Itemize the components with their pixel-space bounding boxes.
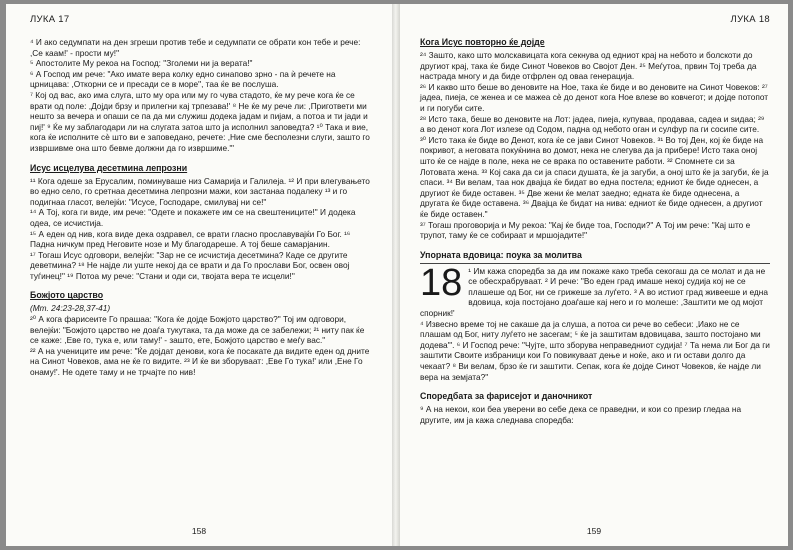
chapter-block <box>420 266 770 319</box>
section-heading-kingdom: Божјото царство <box>30 290 104 301</box>
chapter-number: 18 <box>420 265 463 304</box>
verse-paragraph: ²⁰ А кога фарисеите Го прашаа: "Кога ќе дојде Божјото царство?" Тој им одговори, велејќи: "Божјото царство не доаѓа тукутака, та да може да се забележи; ²¹ ниту пак ќе се каже: ,Еве го, тука е, или таму!' - зашто, ете, Божјото царство е меѓу вас." <box>30 314 365 346</box>
verse-paragraph: ⁶ А Господ им рече: "Ако имате вера колку едно синапово зрно - па ѝ речете на црницава: ,Откорни се и пресади се в море", таа ќе ве послуша. <box>30 68 336 90</box>
verse-paragraph: ⁵ Апостолите Му рекоа на Господ: "Зголеми ни ја верата!" <box>30 58 253 69</box>
right-page <box>400 4 788 546</box>
verse-paragraph: ³⁰ Исто така ќе биде во Денот, кога ќе се јави Синот Човеков. ³¹ Во тој Ден, кој ќе биде на покривот, а неговата покуќнина во домот, нека не слегува да ја прибере! Исто така оној што ќе се најде в поле, нека не се врака по оставените работи. ³² Спомнете си за Лотовата жена. ³³ Кој сака да си ја спаси душата, ќе ја загуби, а оној што ќе ја загуби, ќе ја спаси. ³⁴ Ви велам, таа нок двајца ќе бидат во една постела; едниот ќе биде однесен, а другиот ќе биде оставен. ³⁵ Две жени ќе мелат заедно; едната ќе биде однесена, а другата ќе биде оставена. ³⁶ Двајца ќе бидат на нива: едниот ќе биде однесен, а другиот ќе биде оставен." <box>420 134 769 219</box>
verse-paragraph: ¹⁷ Тогаш Исус одговори, велејќи: "Зар не се исчистија десетмина? Каде се другите деветмина? ¹⁸ Не најде ли уште некој да се врати и да Го прослави Бог, освен овој туѓинец!" ¹⁹ Потоа му рече: "Стани и оди си, твојата вера те исцели!" <box>30 249 350 281</box>
left-page <box>6 4 392 546</box>
page-number-right: 159 <box>586 526 602 536</box>
heading-rule <box>420 263 770 264</box>
verse-paragraph: ²⁶ И какво што беше во деновите на Ное, така ќе биде и во деновите на Синот Човеков: ²⁷ јадеа, пиеја, се женеа и се мажеа сѐ до денот кога Ное влезе во ковчегот; и дојде потопот и ги погуби сите. <box>420 81 769 113</box>
running-head-right: ЛУКА 18 <box>730 14 770 25</box>
verse-paragraph: ²⁸ Исто така, беше во деновите на Лот: јадеа, пиеја, купуваа, продаваа, садеа и ѕидаа; ²⁹ а во денот кога Лот излезе од Содом, падна од небото оган и сулфур па ги сосипе сите. <box>420 113 765 135</box>
running-head-left: ЛУКА 17 <box>30 14 70 25</box>
cross-reference: (Мт. 24:23-28,37-41) <box>30 303 111 314</box>
verse-paragraph: ²² А на учениците им рече: "Ќе дојдат денови, кога ќе посакате да видите еден од дните на Синот Човеков, ама не ќе го видите. ²³ И ќе ви зборуваат: ,Еве Го тука!' или ,Ене Го онаму!'. Не одете таму и не трчајте по нив! <box>30 345 370 378</box>
verse-paragraph: ⁷ Кој од вас, ако има слуга, што му ора или му го чува стадото, ќе му рече кога ќе се врати од поле: ,Дојди брзу и прилегни кај трпезава!' ⁸ Не ќе му рече ли: ,Пригответи ми нешто за вечера и опаши се па да ми служиш додека јадам и пијам, а потоа и ти јади и пиј!' ⁹ Ќе му заблагодари ли на слугата затоа што ја исполнил заповедта? ¹⁰ Така и вие, кога ќе исполните сѐ што ви е заповедано, речете: ,Ние сме бесполезни слуги, зашто го извршивме она што бевме должни да го извршиме.'" <box>30 89 370 153</box>
page-number-left: 158 <box>191 526 207 536</box>
verse-paragraph: ⁴ И ако седумпати на ден згреши против тебе и седумпати се обрати кон тебе и рече: ,Се каам!' - прости му!" <box>30 37 361 58</box>
book-gutter <box>392 4 400 546</box>
verse-paragraph: ¹ Им кажа споредба за да им покаже како треба секогаш да се молат и да не се обесхрабруваат. ² И рече: "Во еден град имаше некој судија кој не се плашеше од Бог, ни се грижеше за луѓето. ³ А во истиот град живееше и една вдовица, која постојано доаѓаше кај него и го молеше: ,Заштити ме од мојот спорник!' <box>420 265 768 319</box>
verse-paragraph: ¹¹ Кога одеше за Ерусалим, поминуваше низ Самарија и Галилеја. ¹² И при влегувањето во едно село, го сретнаа десетмина лепрозни мажи, кои застанаа подалеку ¹³ и го подигнаа гласот, велејќи: "Исусе, Господаре, смилувај ни се!" <box>30 175 370 207</box>
verse-paragraph: ⁹ А на некои, кои беа уверени во себе дека се праведни, и кои со презир гледаа на другите, им ја кажа следнава споредба: <box>420 404 742 425</box>
section-heading-widow: Упорната вдовица: поука за молитва <box>420 249 582 260</box>
verse-paragraph: ¹⁵ А еден од нив, кога виде дека оздравел, се врати гласно прославувајќи Го Бог. ¹⁶ Падна ничкум пред Неговите нозе и Му благодареше. А тој беше самарјанин. <box>30 228 351 250</box>
section-heading-second-coming: Кога Исус повторно ќе дојде <box>420 37 545 47</box>
verse-paragraph: ⁴ Извесно време тој не сакаше да ја слуша, а потоа си рече во себеси: ,Иако не се плашам од Бог, ниту луѓето не засегам; ⁵ ќе ја заштитам вдовицава, зашто постојано ми додева'". ⁶ И Господ рече: "Чујте, што зборува неправедниот судија! ⁷ Та нема ли Бог да ги заштити Своите избраници кои Го повикуваат дење и ноќе, ако и ги остави долго да чекаат? ⁸ Ви велам, брзо ќе ги заштити. Сепак, кога ќе дојде Синот Човеков, ќе најде ли вера на земјата?" <box>420 318 770 382</box>
verse-paragraph: ²⁴ Зашто, како што молскавицата кога секнува од едниот крај на небото и болскоти до другиот крај, така ќе биде Синот Човеков во Својот Ден. ²⁵ Меѓутоа, првин Тој треба да настрада многу и да биде отфрлен од оваа генерација. <box>420 50 757 82</box>
section-heading-lepers: Исус исцелува десетмина лепрозни <box>30 162 188 173</box>
verse-paragraph: ¹⁴ А Тој, кога ги виде, им рече: "Одете и покажете им се на свештениците!" И додека одеа, се исчистија. <box>30 207 356 228</box>
verse-paragraph: ³⁷ Тогаш проговорија и Му рекоа: "Кај ќе биде тоа, Господи?" А Тој им рече: "Кај што е трупот, таму ќе се собираат и мршојадите!" <box>420 219 751 241</box>
section-heading-pharisee: Споредбата за фарисејот и даночникот <box>420 391 593 402</box>
